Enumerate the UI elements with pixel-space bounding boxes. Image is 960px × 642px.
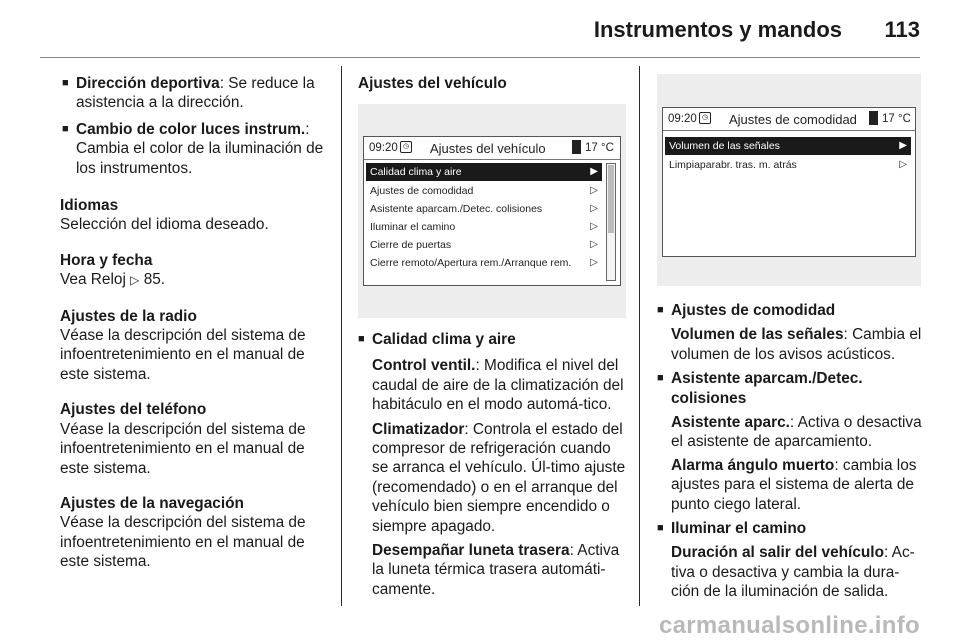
setting-description: : Ac-tiva o desactiva y cambia la dura-ción de la iluminación de salida. (671, 544, 915, 601)
clock-icon: ◷ (699, 112, 711, 124)
setting-description: : Cambia el color de la iluminación de los instrumentos. (76, 120, 324, 177)
list-item (62, 74, 324, 113)
section-text: Véase la descripción del sistema de infoentretenimiento en el manual de este sistema. (60, 514, 306, 571)
screen-status-bar (364, 137, 620, 160)
list-item-title: ■ Calidad clima y aire (358, 330, 626, 349)
chevron-right-icon: ▶ (899, 140, 907, 151)
thermometer-icon (572, 140, 581, 154)
setting-description: : cambia los ajustes para el sistema de alerta de punto ciego lateral. (671, 456, 917, 513)
screen-temperature: 17 °C (882, 113, 911, 125)
setting-paragraph (657, 413, 927, 452)
section-heading: Ajustes del vehículo (358, 75, 507, 92)
setting-label: Dirección deportiva (76, 75, 220, 92)
thermometer-icon (869, 111, 878, 125)
setting-label: Control ventil. (372, 357, 476, 375)
section-heading: Ajustes de la navegación (60, 494, 244, 512)
chevron-right-icon: ▷ (590, 239, 598, 250)
setting-paragraph (657, 325, 927, 364)
setting-label: Desempañar luneta trasera (372, 542, 570, 560)
menu-item[interactable]: Iluminar el camino ▷ (366, 218, 602, 236)
comfort-settings-screen (662, 107, 916, 257)
section-heading: Ajustes del teléfono (60, 401, 207, 419)
clock-icon: ◷ (400, 141, 412, 153)
section-text: Véase la descripción del sistema de infoentretenimiento en el manual de este sistema. (60, 327, 306, 383)
chevron-right-icon: ▶ (590, 166, 598, 177)
list-item (62, 120, 324, 178)
list-item-title: ■ Ajustes de comodidad (657, 301, 927, 320)
screen-time: 09:20 (369, 142, 398, 154)
chevron-right-icon: ▷ (899, 159, 907, 170)
setting-description: : Activa la luneta térmica trasera automáti-camente. (372, 542, 620, 598)
screen-temperature: 17 °C (585, 142, 614, 154)
setting-paragraph (657, 456, 927, 514)
section-text (60, 270, 324, 290)
section-heading: Idiomas (60, 197, 119, 215)
screen-time: 09:20 (668, 113, 697, 125)
screen-status-bar (663, 108, 915, 131)
column-divider (341, 66, 342, 606)
column-middle-text (358, 330, 626, 599)
setting-description: : Se reduce la asistencia a la dirección. (76, 75, 315, 112)
menu-item[interactable]: Calidad clima y aire ▶ (366, 163, 602, 181)
menu-item[interactable]: Limpiaparabr. tras. m. atrás ▷ (665, 156, 911, 174)
column-right-text (657, 301, 927, 602)
menu-item[interactable]: Cierre remoto/Apertura rem./Arranque rem. ▷ (366, 254, 602, 272)
setting-label: Cambio de color luces instrum. (76, 120, 306, 138)
chapter-title: Instrumentos y mandos (593, 17, 842, 42)
setting-description: : Modifica el nivel del caudal de aire de la climatización del habitáculo en el modo automá-tico. (372, 357, 624, 414)
column-middle (358, 74, 626, 93)
chevron-right-icon: ▷ (590, 221, 598, 232)
column-divider (639, 66, 640, 606)
column-left (62, 74, 324, 572)
page-number: 113 (884, 17, 920, 42)
screen-image-frame (657, 74, 921, 286)
screen-title: Ajustes del vehículo (430, 141, 546, 156)
page-header (0, 0, 960, 60)
screen-image-frame (358, 104, 626, 318)
setting-paragraph (358, 541, 626, 599)
watermark: carmanualsonline.info (658, 612, 920, 639)
setting-paragraph (358, 356, 626, 414)
section-text: Selección del idioma deseado. (60, 216, 269, 234)
setting-description: : Controla el estado del compresor de refrigeración cuando se arranca el vehículo. Úl-timo ajuste (recomendado) o en el arranque del vehículo bien siempre encendido o siempre apagado. (372, 420, 626, 535)
vehicle-settings-screen (363, 136, 621, 286)
scrollbar[interactable] (606, 163, 616, 281)
list-item-title: ■ Asistente aparcam./Detec. colisiones (657, 369, 927, 408)
chevron-right-icon: ▷ (590, 185, 598, 196)
menu-item[interactable]: Cierre de puertas ▷ (366, 236, 602, 254)
section-heading: Hora y fecha (60, 251, 153, 269)
setting-description: : Activa o desactiva el asistente de aparcamiento. (671, 414, 922, 451)
setting-label: Asistente aparc. (671, 414, 790, 432)
page-reference-link[interactable]: 85. (143, 271, 166, 289)
header-rule (40, 57, 920, 58)
setting-label: Alarma ángulo muerto (671, 456, 835, 474)
section-text: Véase la descripción del sistema de infoentretenimiento en el manual de este sistema. (60, 420, 306, 477)
section-heading: Ajustes de la radio (60, 307, 197, 325)
menu-item[interactable]: Volumen de las señales ▶ (665, 137, 911, 155)
setting-paragraph (358, 420, 626, 536)
section-text-main: Vea Reloj (60, 271, 126, 289)
scrollbar-thumb[interactable] (608, 165, 614, 233)
chevron-right-icon: ▷ (590, 257, 598, 268)
list-item-title: ■ Iluminar el camino (657, 519, 927, 538)
setting-label: Volumen de las señales (671, 326, 844, 344)
menu-item[interactable]: Asistente aparcam./Detec. colisiones ▷ (366, 200, 602, 218)
chevron-right-icon: ▷ (590, 203, 598, 214)
screen-title: Ajustes de comodidad (729, 112, 857, 127)
setting-label: Duración al salir del vehículo (671, 544, 884, 562)
setting-description: : Cambia el volumen de los avisos acústicos. (671, 326, 922, 363)
setting-paragraph (657, 543, 927, 601)
page-reference-arrow-icon: ▷ (130, 273, 140, 288)
setting-label: Climatizador (372, 420, 465, 438)
menu-item[interactable]: Ajustes de comodidad ▷ (366, 182, 602, 200)
